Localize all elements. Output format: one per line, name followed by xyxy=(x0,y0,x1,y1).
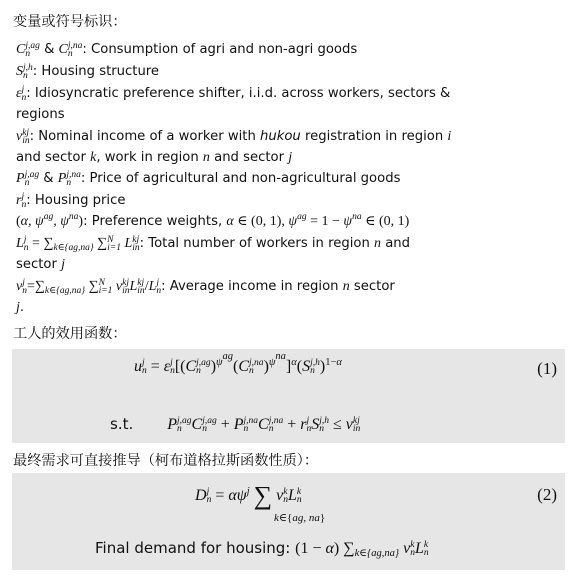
equation-number-1: (1) xyxy=(537,359,557,378)
demand-sum-index: k∈{ag, na} xyxy=(274,512,326,524)
definition-average-income-cont: j. xyxy=(16,300,25,315)
definition-preference-weights: (α, $\psi^{ag}$, $\psi^{na}$): Preference weights, α ∈ (0, 1), $\psi^{ag} = 1 - \psi^{na}$ ∈ (0, 1) xyxy=(16,212,410,229)
math-c-ag: C j,ag n xyxy=(16,41,40,59)
math-p-na: P j,na n xyxy=(57,170,81,188)
math-v: v kj in xyxy=(16,128,30,146)
definition-income-cont: and sector k, work in region n and sector j xyxy=(16,150,293,165)
section-heading-variables: 变量或符号标识： xyxy=(13,14,127,30)
definition-average-income: v j n $=\sum_{k\in\{ag,na\}}$ ∑ N i=1 v kj in L kj in /L j n : Average income in region n sector xyxy=(16,278,395,297)
definition-workers: L j n = $\sum_{k\in\{ag,na\}}$ ∑ N i=1 L kj in : Total number of workers in region n and xyxy=(16,235,411,254)
definition-idiosyncratic: ε j n : Idiosyncratic preference shifter, i.i.d. across workers, sectors & xyxy=(16,85,451,103)
definition-idiosyncratic-cont: regions xyxy=(16,107,65,122)
budget-constraint: s.t. P j,ag n C j,ag n + P j,na n C j,na n + r j n S j,h n ≤ v kj in xyxy=(110,415,361,435)
equation-box-demand xyxy=(12,473,565,570)
demand-equation: D j n = $\alpha\psi^j$ ∑ v k n L k n xyxy=(195,481,302,510)
equation-box-utility xyxy=(12,349,565,443)
definition-housing-structure: S j,h n : Housing structure xyxy=(16,63,160,81)
utility-equation: u j n = ε j n [(C j,ag n )$^{\psi^{ag}}$(C j,na n )$^{\psi^{na}}$]$^\alpha$(S j,h n )$^{1-\alpha}$ xyxy=(134,351,342,377)
definition-workers-cont: sector j xyxy=(16,257,65,272)
math-s: S j,h n xyxy=(16,63,33,81)
math-c-na: C j,na n xyxy=(58,41,83,59)
math-r: r j n xyxy=(16,192,27,210)
section-heading-final-demand: 最终需求可直接推导（柯布道格拉斯函数性质）： xyxy=(13,453,319,469)
definition-consumption: C j,ag n & C j,na n : Consumption of agri and non-agri goods xyxy=(16,41,358,59)
definition-price: P j,ag n & P j,na n : Price of agricultural and non-agricultural goods xyxy=(16,170,401,188)
math-epsilon: ε j n xyxy=(16,85,27,103)
final-demand-housing: Final demand for housing: (1 − α) $\sum_{k\in\{ag,na\}}$ v k n L k n xyxy=(95,539,429,559)
definition-housing-price: r j n : Housing price xyxy=(16,192,126,210)
section-heading-utility: 工人的效用函数： xyxy=(13,326,127,342)
equation-number-2: (2) xyxy=(537,485,557,504)
definition-income: v kj in : Nominal income of a worker with hukou registration in region i xyxy=(16,128,452,146)
math-p-ag: P j,ag n xyxy=(16,170,40,188)
